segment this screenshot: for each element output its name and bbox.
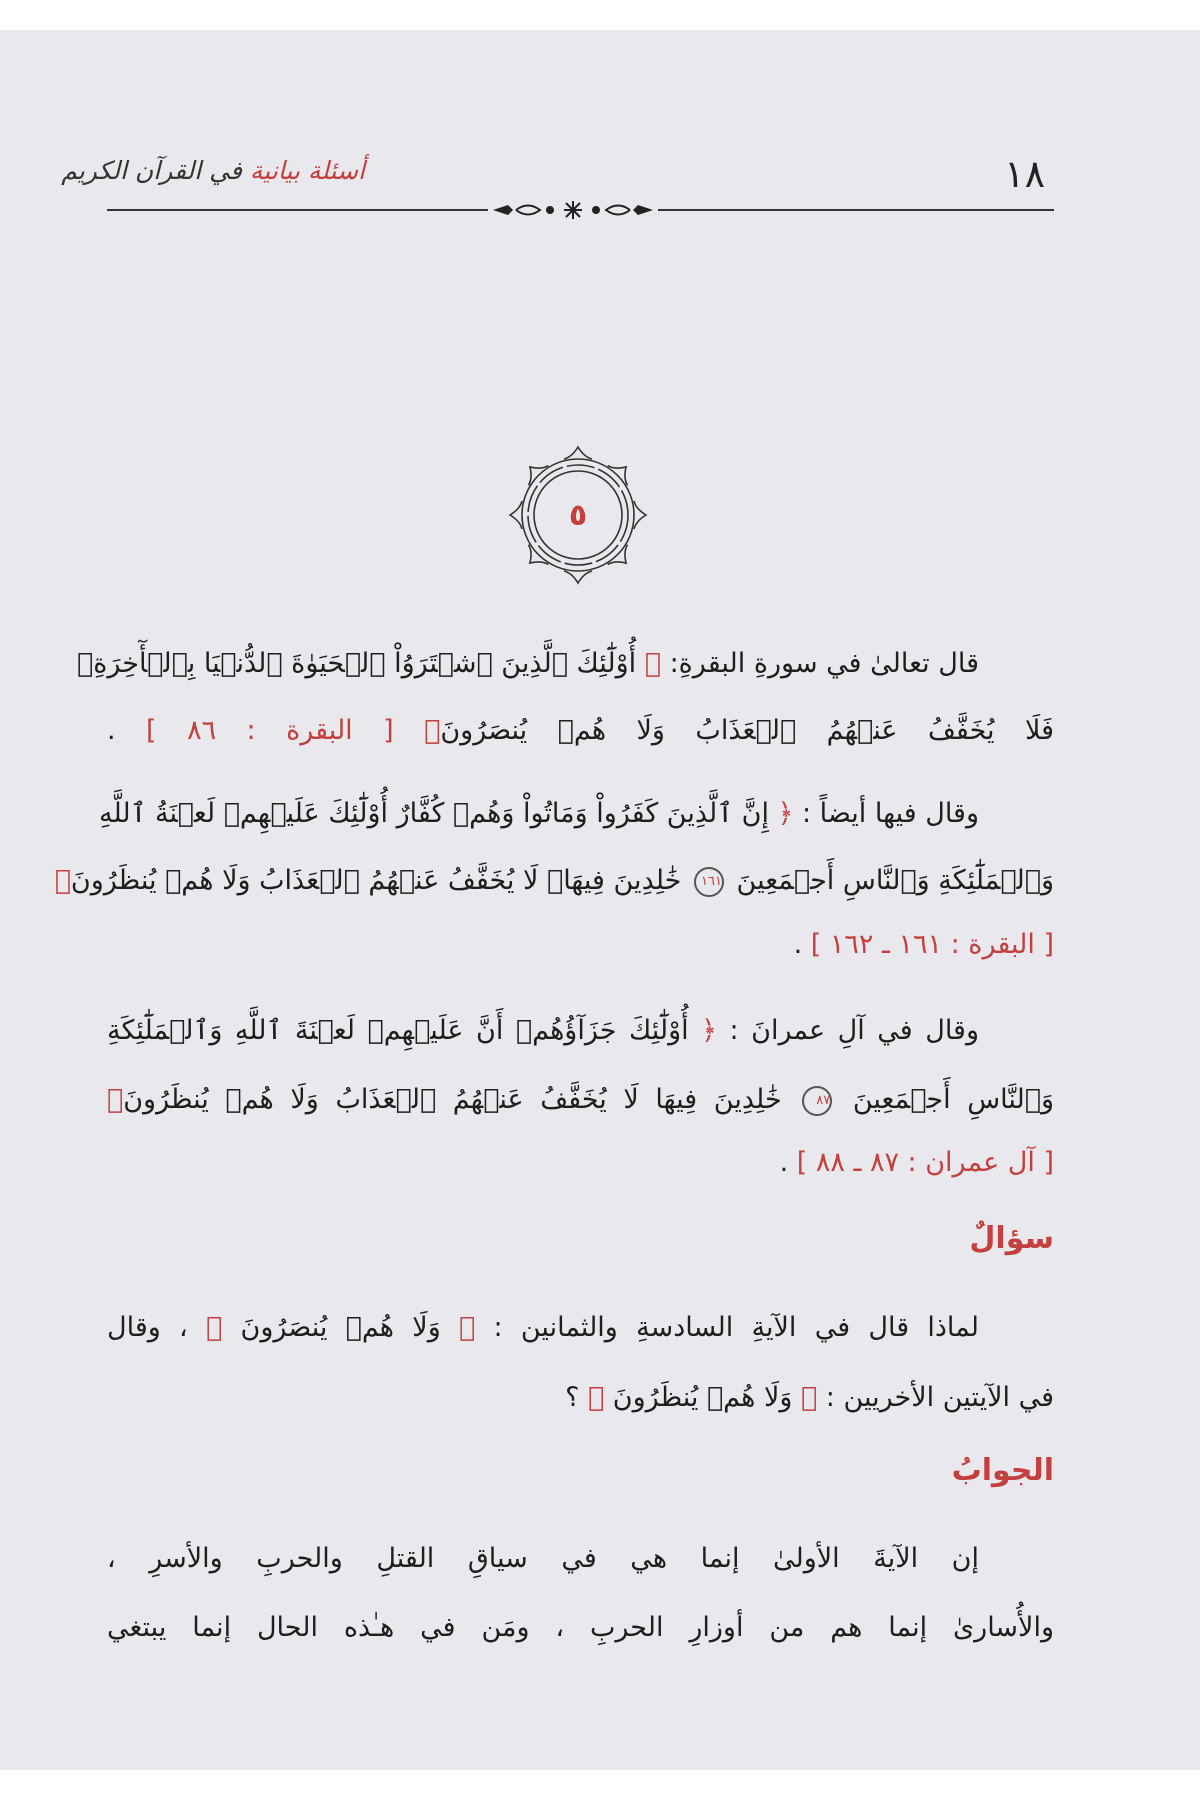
text-segment: ؟ [565, 1382, 589, 1413]
text-segment: وَلَا هُمۡ يُنصَرُونَ [222, 1312, 460, 1343]
running-title-dark: في القرآن الكريم [61, 156, 242, 185]
text-line [107, 709, 1054, 753]
text-segment: . [779, 1147, 797, 1178]
quran-bracket: ﴾ [54, 865, 71, 896]
text-line [54, 859, 1054, 903]
quran-bracket: ﴿ [459, 1312, 476, 1343]
text-segment: . [793, 929, 811, 960]
running-title-red: أسئلة بيانية [249, 156, 365, 185]
text-segment: أُوْلَٰٓئِكَ ٱلَّذِينَ ٱشۡتَرَوُاْ ٱلۡحَيَوٰةَ ٱلدُّنۡيَا بِٱلۡأٓخِرَةِۖ [77, 648, 645, 679]
answer-heading: الجوابُ [951, 1453, 1054, 1488]
text-line [99, 792, 979, 836]
text-segment: وَٱلۡمَلَٰٓئِكَةِ وَٱلنَّاسِ أَجۡمَعِينَ [727, 865, 1054, 896]
text-segment: . [107, 715, 116, 746]
verse-citation: [ آل عمران : ٨٧ ـ ٨٨ ] [796, 1147, 1054, 1178]
text-segment: وقال فيها أيضاً : [793, 798, 979, 829]
text-segment: والأُسارىٰ إنما هم من أوزارِ الحربِ ، ومَن في هـٰذه الحال إنما يبتغي [107, 1612, 1054, 1643]
text-segment: قال تعالىٰ في سورةِ البقرةِ: [660, 648, 979, 679]
text-segment: وَلَا هُمۡ يُنظَرُونَ [604, 1382, 801, 1413]
text-segment: لماذا قال في الآيةِ السادسةِ والثمانين : [475, 1312, 979, 1343]
text-segment: وقال في آلِ عمرانَ : [716, 1015, 979, 1046]
text-line [107, 1009, 979, 1053]
quran-bracket: ﴾ [588, 1382, 605, 1413]
section-number: ٥ [568, 498, 588, 533]
quran-bracket: ﴾ [424, 715, 441, 746]
text-line [107, 923, 1054, 967]
header-ornament-icon [488, 199, 658, 221]
quran-bracket: ﴿ [800, 1382, 818, 1413]
running-title [61, 156, 365, 185]
text-line [107, 1376, 1054, 1420]
quran-bracket: ﴿ [701, 1015, 717, 1046]
text-segment: أُوْلَٰٓئِكَ جَزَآؤُهُمۡ أَنَّ عَلَيۡهِمۡ لَعۡنَةَ ٱللَّهِ وَٱلۡمَلَٰٓئِكَةِ [107, 1015, 702, 1046]
quran-bracket: ﴿ [644, 648, 661, 679]
text-segment: ، وقال [107, 1312, 207, 1343]
quran-bracket: ﴾ [107, 1084, 124, 1115]
quran-bracket: ﴿ [777, 798, 794, 829]
quran-bracket: ﴾ [206, 1312, 223, 1343]
section-medallion [508, 445, 648, 585]
verse-citation: [ البقرة : ٨٦ ] [115, 715, 425, 746]
text-line [107, 1078, 1054, 1122]
text-segment: خَٰلِدِينَ فِيهَا لَا يُخَفَّفُ عَنۡهُمُ ٱلۡعَذَابُ وَلَا هُمۡ يُنظَرُونَ [123, 1084, 799, 1115]
text-line [107, 1606, 1054, 1650]
text-segment: وَٱلنَّاسِ أَجۡمَعِينَ [836, 1084, 1054, 1115]
question-heading: سؤالٌ [969, 1221, 1054, 1256]
page-number: ١٨ [1004, 152, 1045, 196]
text-line [77, 642, 979, 686]
text-line [107, 1306, 979, 1350]
text-segment: إن الآيةَ الأولىٰ إنما هي في سياقِ القتلِ والحربِ والأسرِ ، [107, 1543, 979, 1574]
ayah-number-marker: ٨٧ [802, 1086, 832, 1116]
book-page [0, 30, 1200, 1770]
text-segment: فَلَا يُخَفَّفُ عَنۡهُمُ ٱلۡعَذَابُ وَلَا هُمۡ يُنصَرُونَ [440, 715, 1054, 746]
text-line [107, 1537, 979, 1581]
text-line [107, 1141, 1054, 1185]
text-segment: في الآيتين الأخريين : [817, 1382, 1054, 1413]
text-segment: خَٰلِدِينَ فِيهَاۖ لَا يُخَفَّفُ عَنۡهُمُ ٱلۡعَذَابُ وَلَا هُمۡ يُنظَرُونَ [70, 865, 690, 896]
ayah-number-marker: ١٦١ [694, 867, 724, 897]
text-segment: إِنَّ ٱلَّذِينَ كَفَرُواْ وَمَاتُواْ وَهُمۡ كُفَّارٌ أُوْلَٰٓئِكَ عَلَيۡهِمۡ لَعۡنَةُ ٱللَّهِ [99, 798, 778, 829]
verse-citation: [ البقرة : ١٦١ ـ ١٦٢ ] [810, 929, 1054, 960]
